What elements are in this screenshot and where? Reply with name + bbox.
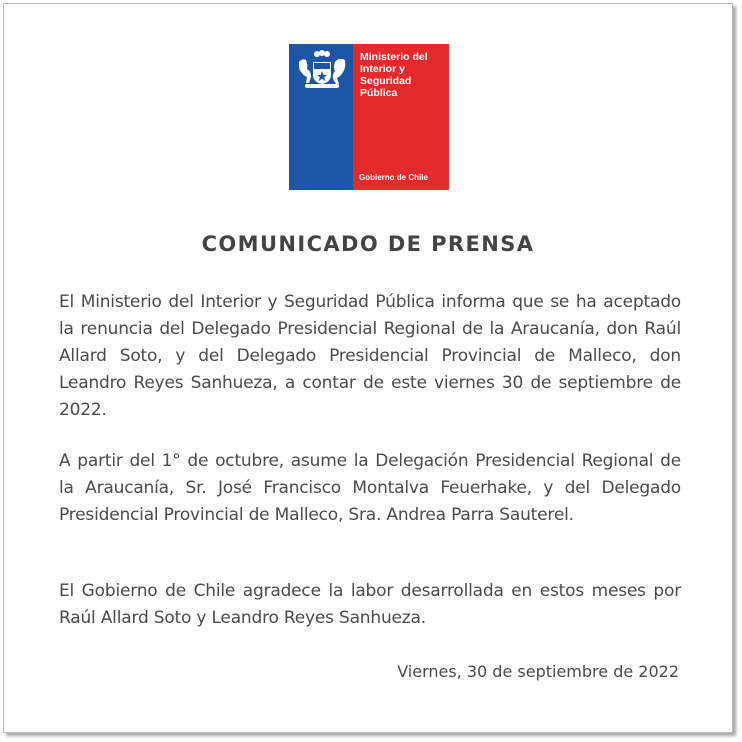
ministry-logo	[289, 44, 449, 190]
ministry-name-line-3: Seguridad	[360, 75, 412, 87]
ministry-name-line-1: Ministerio del	[360, 51, 428, 63]
page-title: COMUNICADO DE PRENSA	[201, 232, 535, 256]
ministry-name	[360, 51, 448, 99]
release-date: Viernes, 30 de septiembre de 2022	[397, 662, 679, 681]
paragraph-2: A partir del 1° de octubre, asume la Delegación Presidencial Regional de la Araucanía, Sr. José Francisco Montalva Feuerhake, y del Delegado Presidencial Provincial de Malleco, Sra. Andrea Parra Sauterel.	[59, 451, 681, 525]
ministry-name-line-2: Interior y	[360, 63, 405, 75]
paragraph-1: El Ministerio del Interior y Seguridad Pública informa que se ha aceptado la renuncia del Delegado Presidencial Regional de la Araucanía, don Raúl Allard Soto, y del Delegado Presidencial Provincial de Malleco, don Leandro Reyes Sanhueza, a contar de este viernes 30 de septiembre de 2022.	[59, 292, 681, 420]
logo-red-panel	[353, 44, 449, 190]
chile-coat-of-arms-icon	[293, 50, 351, 92]
ministry-name-line-4: Pública	[360, 87, 398, 99]
government-label: Gobierno de Chile	[359, 173, 428, 182]
paragraph-3: El Gobierno de Chile agradece la labor desarrollada en estos meses por Raúl Allard Soto y Leandro Reyes Sanhueza.	[59, 581, 681, 628]
logo-blue-panel	[289, 44, 353, 190]
